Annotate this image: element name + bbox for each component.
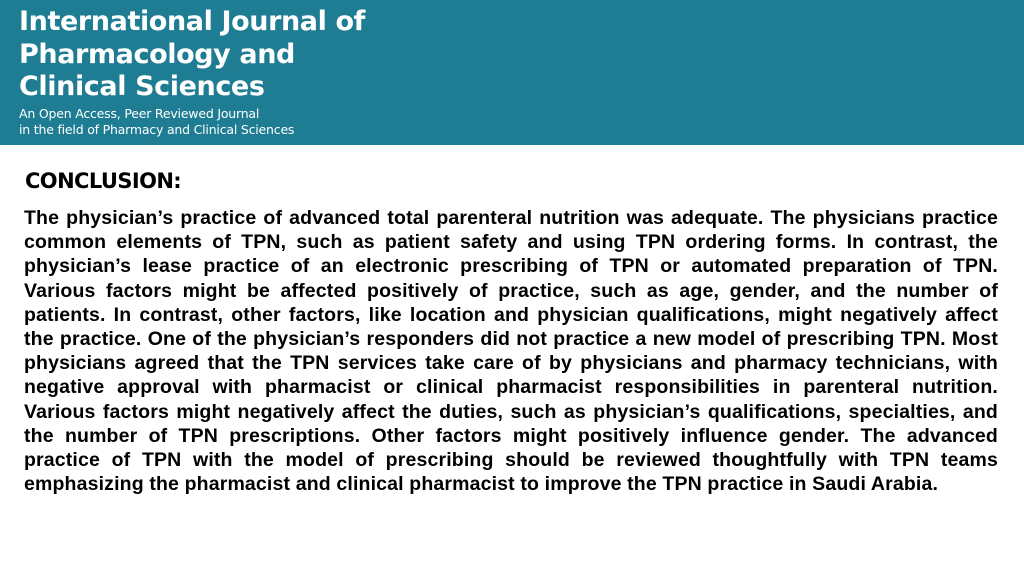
journal-title-line: Clinical Sciences bbox=[19, 71, 265, 102]
journal-tagline-line: in the field of Pharmacy and Clinical Sciences bbox=[19, 121, 295, 137]
journal-header-banner bbox=[0, 0, 1024, 145]
journal-tagline-line: An Open Access, Peer Reviewed Journal bbox=[19, 106, 260, 121]
journal-title-line: International Journal of bbox=[19, 6, 365, 37]
journal-title-line: Pharmacology and bbox=[19, 38, 295, 70]
journal-tagline bbox=[19, 106, 294, 137]
section-heading: CONCLUSION: bbox=[25, 169, 182, 193]
conclusion-paragraph: The physician’s practice of advanced total parenteral nutrition was adequate. The physicians practice common elements of TPN, such as patient safety and using TPN ordering forms. In contrast, the physician’s lease practice of an electronic prescribing of TPN or automated preparation of TPN. Various factors might be affected positively of practice, such as age, gender, and the number of patients. In contrast, other factors, like location and physician qualifications, might negatively affect the practice. One of the physician’s responders did not practice a new model of prescribing TPN. Most physicians agreed that the TPN services take care of by physicians and pharmacy technicians, with negative approval with pharmacist or clinical pharmacist responsibilities in parenteral nutrition. Various factors might negatively affect the duties, such as physician’s qualifications, specialties, and the number of TPN prescriptions. Other factors might positively influence gender. The advanced practice of TPN with the model of prescribing should be reviewed thoughtfully with TPN teams emphasizing the pharmacist and clinical pharmacist to improve the TPN practice in Saudi Arabia. bbox=[24, 207, 998, 496]
journal-title bbox=[19, 6, 365, 104]
